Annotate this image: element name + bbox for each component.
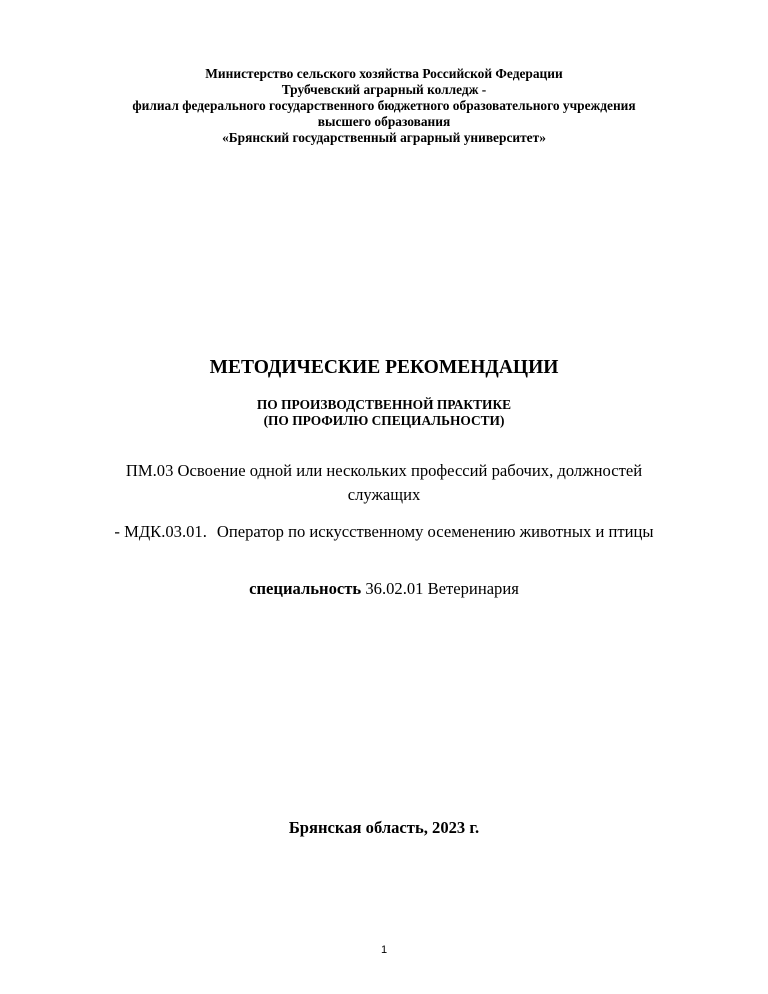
specialty-value: 36.02.01 Ветеринария bbox=[365, 579, 519, 598]
header-line-education: высшего образования bbox=[317, 114, 451, 129]
professional-module: ПМ.03 Освоение одной или нескольких профессий рабочих, должностей служащих bbox=[125, 461, 643, 504]
specialty-line bbox=[0, 578, 768, 600]
subtitle-line-practice: ПО ПРОИЗВОДСТВЕННОЙ ПРАКТИКЕ bbox=[256, 397, 512, 412]
place-year: Брянская область, 2023 г. bbox=[288, 818, 480, 837]
document-title: МЕТОДИЧЕСКИЕ РЕКОМЕНДАЦИИ bbox=[209, 357, 559, 378]
mdk-name: Оператор по искусственному осеменению животных и птицы bbox=[216, 522, 654, 541]
institution-header bbox=[0, 66, 768, 146]
document-subtitle bbox=[0, 397, 768, 429]
header-line-branch: филиал федерального государственного бюджетного образовательного учреждения bbox=[132, 98, 636, 113]
header-line-college: Трубчевский аграрный колледж - bbox=[281, 82, 487, 97]
specialty-label: специальность bbox=[249, 579, 362, 598]
header-line-ministry: Министерство сельского хозяйства Российской Федерации bbox=[205, 66, 563, 81]
mdk-line bbox=[0, 521, 768, 543]
header-line-university: «Брянский государственный аграрный университет» bbox=[222, 130, 546, 145]
page-number: 1 bbox=[380, 944, 388, 956]
subtitle-line-profile: (ПО ПРОФИЛЮ СПЕЦИАЛЬНОСТИ) bbox=[263, 413, 505, 428]
mdk-code: - МДК.03.01. bbox=[114, 522, 207, 541]
